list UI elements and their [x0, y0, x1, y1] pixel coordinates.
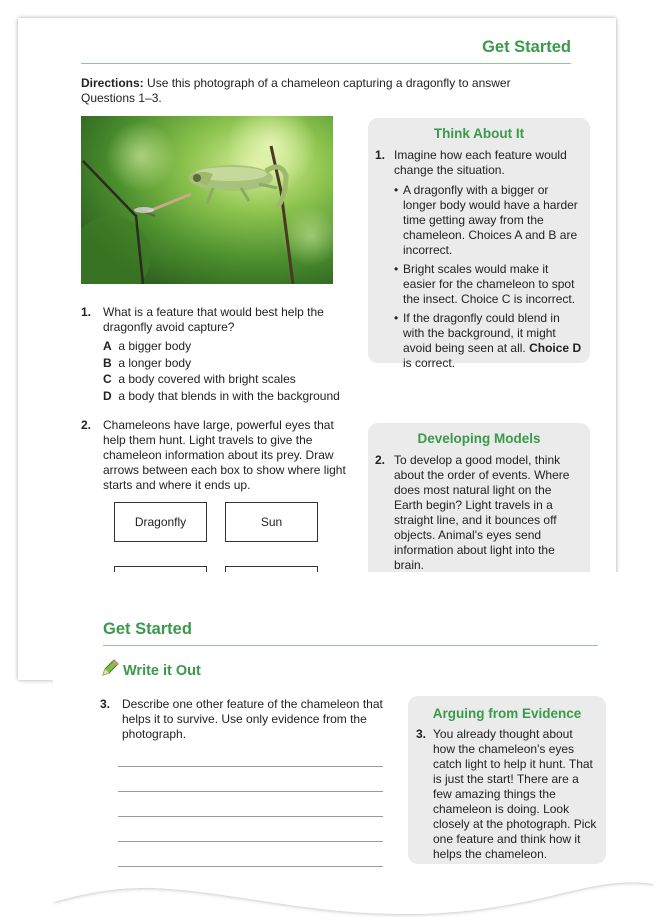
developing-models-panel — [368, 423, 590, 593]
header-divider — [103, 645, 598, 646]
box-sun[interactable]: Sun — [225, 502, 318, 542]
question-prompt: Describe one other feature of the chameleon that helps it to survive. Use only evidence from the photograph. — [122, 697, 383, 741]
panel-text: To develop a good model, think about the order of events. Where does most natural light on the Earth begin? Light travels in a straight line, and it bounces off objects. Animal's eyes send information about light into the brain. — [394, 453, 570, 572]
panel-number: 3. — [416, 727, 427, 741]
answer-choices — [103, 338, 365, 404]
choice-a[interactable]: A a bigger body — [103, 339, 192, 353]
page-title: Get Started — [482, 38, 571, 56]
directions-label: Directions: — [81, 76, 144, 90]
panel-title: Developing Models — [417, 431, 541, 446]
answer-line[interactable] — [118, 791, 383, 792]
panel-title: Arguing from Evidence — [432, 706, 582, 721]
answer-line[interactable] — [118, 766, 383, 767]
directions — [81, 76, 551, 106]
arguing-from-evidence-panel — [408, 696, 606, 864]
bullet-1: • A dragonfly with a bigger or longer body would have a harder time getting away from the chameleon. Choices A and B are incorrect. — [394, 183, 582, 258]
pencil-icon — [100, 658, 120, 683]
bullet-3: • If the dragonfly could blend in with the background, it might avoid being seen at all. Choice D is correct. — [394, 311, 582, 371]
write-it-out-title: Write it Out — [123, 663, 201, 679]
panel-text: You already thought about how the chameleon's eyes catch light to help it hunt. That is just the start! There are a few amazing things the chameleon is doing. Look closely at the photograph. Pick one feature and think how it helps the chameleon. — [433, 727, 597, 861]
think-about-it-panel — [368, 118, 590, 370]
panel-intro: Imagine how each feature would change the situation. — [394, 148, 567, 177]
answer-line[interactable] — [118, 866, 383, 867]
choice-c[interactable]: C a body covered with bright scales — [103, 372, 296, 386]
chameleon-photo — [81, 116, 333, 284]
panel-number: 2. — [375, 453, 386, 467]
page-title: Get Started — [103, 620, 192, 638]
panel-title: Think About It — [433, 126, 525, 141]
panel-text — [394, 148, 582, 375]
box-dragonfly[interactable]: Dragonfly — [114, 502, 207, 542]
question-number: 2. — [81, 418, 92, 432]
question-number: 3. — [100, 697, 111, 711]
bullet-2: • Bright scales would make it easier for the chameleon to spot the insect. Choice C is incorrect. — [394, 262, 582, 307]
choice-b[interactable]: B a longer body — [103, 355, 192, 370]
question-number: 1. — [81, 305, 92, 319]
question-prompt: What is a feature that would best help the dragonfly avoid capture? — [103, 305, 324, 334]
question-prompt: Chameleons have large, powerful eyes that help them hunt. Light travels to give the chameleon information about its prey. Draw arrows between each box to show where light starts and where it ends up. — [103, 418, 346, 492]
choice-d[interactable]: D a body that blends in with the background — [103, 388, 340, 403]
worksheet-page-2 — [53, 572, 654, 917]
header-divider — [81, 63, 571, 64]
directions-text: Use this photograph of a chameleon capturing a dragonfly to answer Questions 1–3. — [81, 76, 511, 105]
answer-line[interactable] — [118, 841, 383, 842]
answer-line[interactable] — [118, 816, 383, 817]
panel-number: 1. — [375, 148, 386, 162]
